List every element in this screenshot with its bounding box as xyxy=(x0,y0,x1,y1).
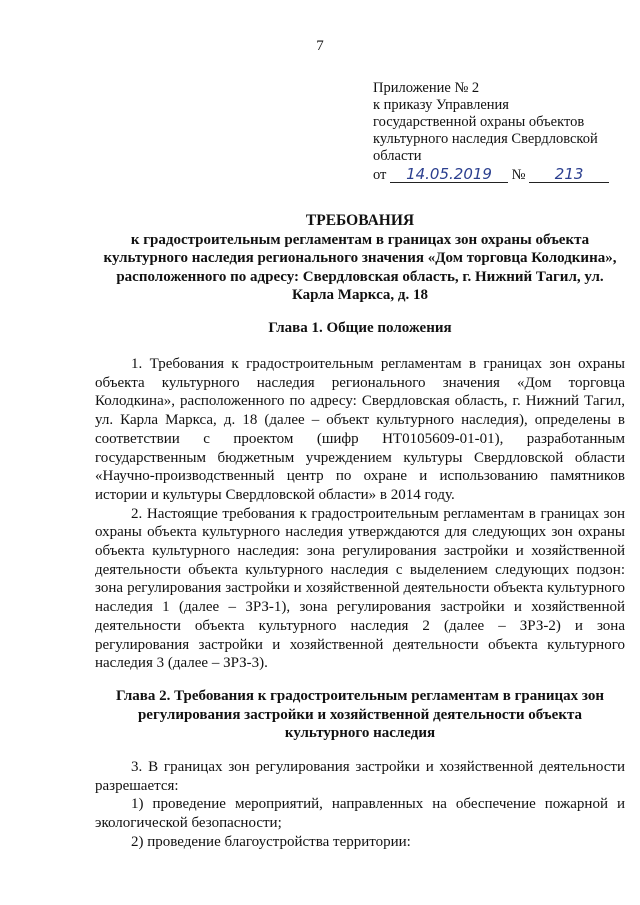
chapter-1-body xyxy=(95,355,625,673)
paragraph-1: 1. Требования к градостроительным регламентам в границах зон охраны объекта культурного наследия регионального значения «Дом торговца Колодкина», расположенного по адресу: Свердловская область, г. Нижний Тагил, ул. Карла Маркса, д. 18 (далее – объект культурного наследия), определены в соответствии с проектом (шифр НТ0105609-01-01), разработанным государственным бюджетным учреждением культуры Свердловской области «Научно-производственный центр по охране и использованию памятников истории и культуры Свердловской области» в 2014 году. xyxy=(95,356,625,503)
title-subtitle: к градостроительным регламентам в границах зон охраны объекта культурного наследия регионального значения «Дом торговца Колодкина», расположенного по адресу: Свердловская область, г. Нижний Тагил, ул. Карла Маркса, д. 18 xyxy=(103,231,617,303)
chapter-1-heading: Глава 1. Общие положения xyxy=(268,320,452,336)
page-number: 7 xyxy=(316,38,324,54)
document-title xyxy=(95,212,625,305)
appendix-line-1: Приложение № 2 xyxy=(373,80,480,96)
list-item-2: 2) проведение благоустройства территории: xyxy=(131,833,411,850)
appendix-line-4: культурного наследия Свердловской xyxy=(373,131,598,147)
appendix-line-3: государственной охраны объектов xyxy=(373,114,585,130)
chapter-2-heading: Глава 2. Требования к градостроительным регламентам в границах зон регулирования застройки и хозяйственной деятельности объекта культурного наследия xyxy=(115,688,605,741)
appendix-line-5: области xyxy=(373,148,422,164)
appendix-block xyxy=(373,80,623,184)
handwritten-number: 213 xyxy=(529,167,609,183)
paragraph-3: 3. В границах зон регулирования застройки и хозяйственной деятельности разрешается: xyxy=(95,759,625,794)
handwritten-date: 14.05.2019 xyxy=(390,167,508,183)
number-label: № xyxy=(511,167,526,183)
appendix-line-2: к приказу Управления xyxy=(373,97,509,113)
date-prefix: от xyxy=(373,167,387,183)
title-heading: ТРЕБОВАНИЯ xyxy=(305,212,415,229)
chapter-2-body xyxy=(95,758,625,852)
date-number-row xyxy=(373,167,623,184)
list-item-1: 1) проведение мероприятий, направленных на обеспечение пожарной и экологической безопасности; xyxy=(95,796,625,832)
paragraph-2: 2. Настоящие требования к градостроительным регламентам в границах зон охраны объекта культурного наследия утверждаются для следующих зон охраны объекта культурного наследия: зона регулирования застройки и хозяйственной деятельности объекта культурного наследия с выделением следующих подзон: зона регулирования застройки и хозяйственной деятельности объекта культурного наследия 1 (далее – ЗРЗ-1), зона регулирования застройки и хозяйственной деятельности объекта культурного наследия 2 (далее – ЗРЗ-2) и зона регулирования застройки и хозяйственной деятельности объекта культурного наследия 3 (далее – ЗРЗ-3). xyxy=(95,505,625,672)
